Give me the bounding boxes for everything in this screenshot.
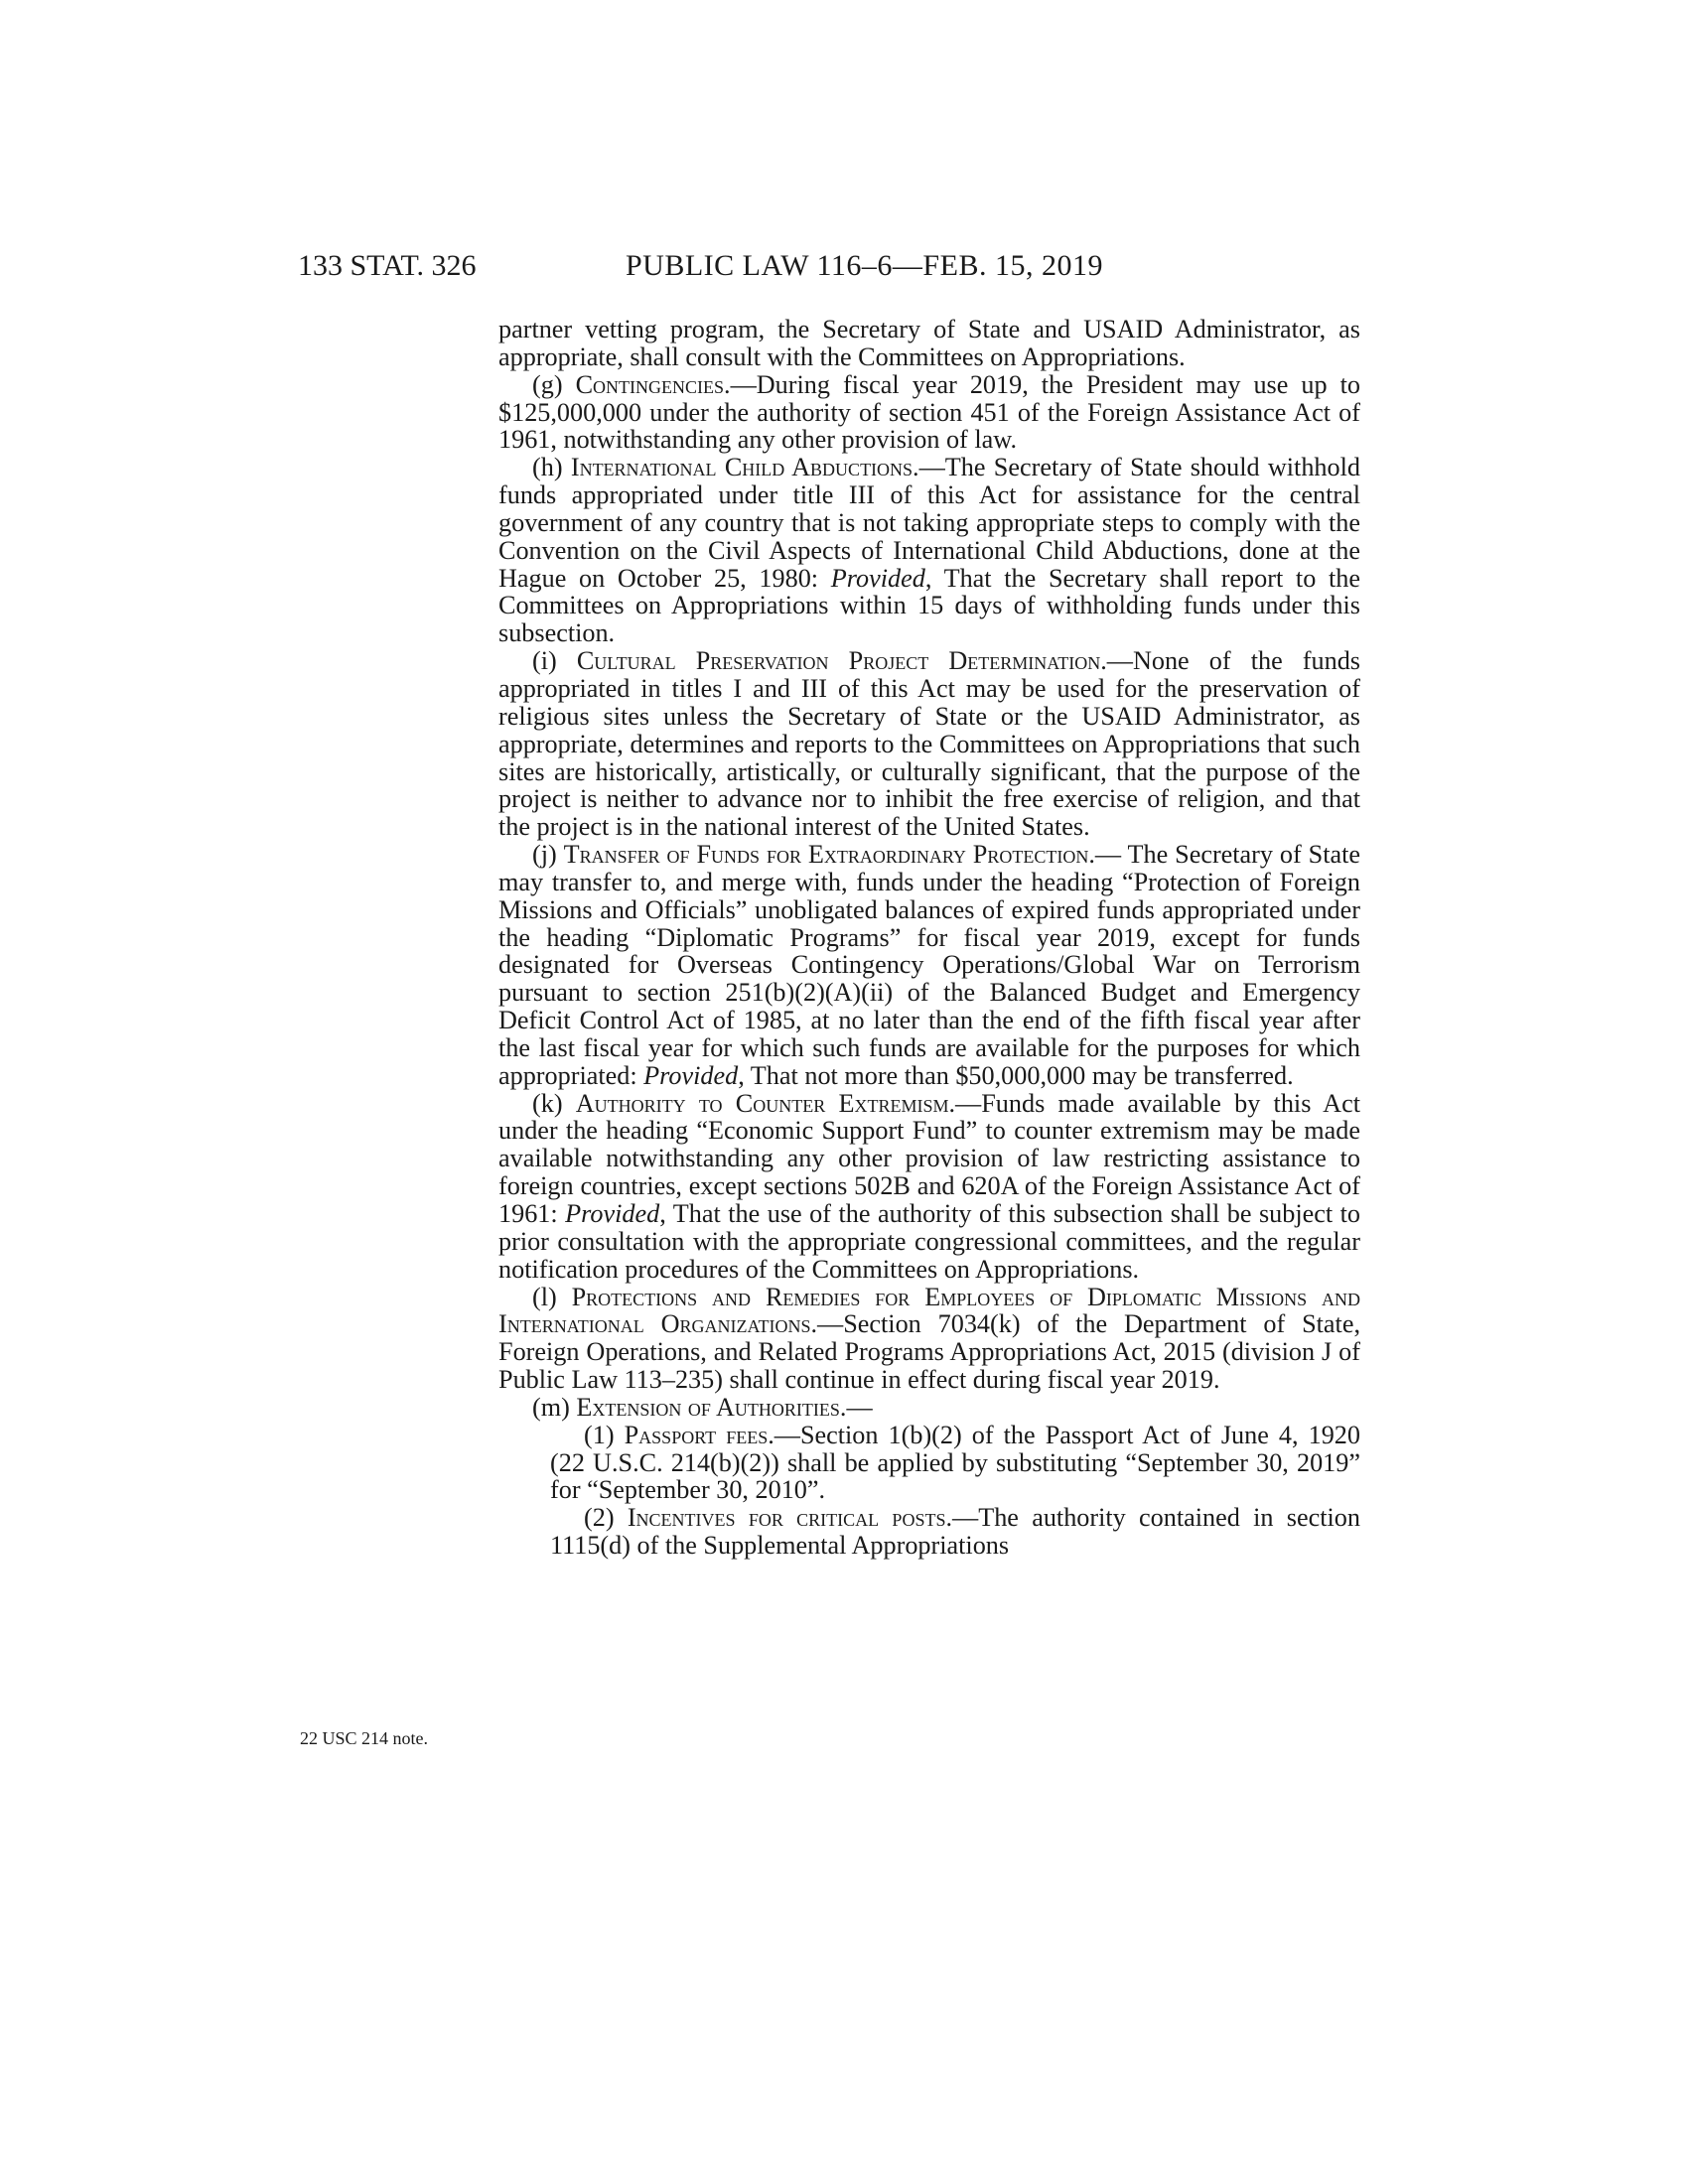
- statute-body: [498, 316, 1360, 1560]
- subsection-g: [498, 371, 1360, 455]
- subsection-heading: Cultural Preservation Project Determination.: [576, 646, 1107, 676]
- subsection-k: [498, 1090, 1360, 1284]
- subsection-text: —: [846, 1392, 873, 1422]
- subsection-text: — The Secretary of State may transfer to, and merge with, funds under the heading “Protection of Foreign Missions and Officials” unobligated balances of expired funds appropriated under the heading “Diplomatic Programs” for fiscal year 2019, except for funds designated for Overseas Contingency Operations/Global War on Terrorism pursuant to section 251(b)(2)(A)(ii) of the Balanced Budget and Emergency Deficit Control Act of 1985, at no later than the end of the fifth fiscal year after the last fiscal year for which such funds are available for the purposes for which appropriated:: [498, 840, 1360, 1090]
- subsection-label: (g): [532, 369, 576, 399]
- subsection-heading: Protections and Remedies for Employees of Diplomatic Missions and International Organizations.: [498, 1282, 1360, 1339]
- subsection-h: [498, 454, 1360, 647]
- subsection-heading: Transfer of Funds for Extraordinary Protection.: [563, 840, 1095, 870]
- paragraph-m-2: [498, 1504, 1360, 1560]
- running-head-law-title: PUBLIC LAW 116–6—FEB. 15, 2019: [626, 249, 1103, 282]
- subsection-label: (h): [532, 453, 571, 482]
- subsection-label: (k): [532, 1088, 576, 1118]
- subsection-text-continued: , That not more than $50,000,000 may be transferred.: [738, 1060, 1294, 1090]
- paragraph-heading: Passport fees.: [624, 1420, 774, 1449]
- subsection-heading: Authority to Counter Extremism.: [575, 1088, 956, 1118]
- subsection-m: [498, 1394, 1360, 1422]
- subsection-heading: International Child Abductions.: [570, 453, 919, 482]
- page-header: [0, 246, 1688, 286]
- provided-italic: Provided: [830, 563, 925, 593]
- subsection-text: —The Secretary of State should withhold funds appropriated under title III of this Act for assistance for the central government of any country that is not taking appropriate steps to comply with the Convention on the Civil Aspects of International Child Abductions, done at the Hague on October 25, 1980:: [498, 453, 1360, 593]
- subsection-text: —Funds made available by this Act under the heading “Economic Support Fund” to counter extremism may be made available notwithstanding any other provision of law restricting assistance to foreign countries, except sections 502B and 620A of the Foreign Assistance Act of 1961:: [498, 1088, 1360, 1228]
- subsection-label: (i): [532, 646, 577, 676]
- paragraph-label: (2): [584, 1503, 628, 1533]
- paragraph-text: —The authority contained in section 1115(d) of the Supplemental Appropriations: [550, 1503, 1360, 1561]
- provided-italic: Provided: [643, 1060, 739, 1090]
- subsection-label: (l): [532, 1282, 572, 1311]
- subsection-text: —During fiscal year 2019, the President may use up to $125,000,000 under the authority of section 451 of the Foreign Assistance Act of 1961, notwithstanding any other provision of law.: [498, 369, 1360, 455]
- paragraph-heading: Incentives for critical posts.: [627, 1503, 953, 1533]
- subsection-label: (j): [532, 840, 564, 870]
- stat-page-reference: 133 STAT. 326: [298, 249, 477, 282]
- subsection-text: —None of the funds appropriated in titles I and III of this Act may be used for the preservation of religious sites unless the Secretary of State or the USAID Administrator, as appropriate, determines and reports to the Committees on Appropriations that such sites are historically, artistically, or culturally significant, that the purpose of the project is neither to advance nor to inhibit the free exercise of religion, and that the project is in the national interest of the United States.: [498, 646, 1360, 842]
- subsection-i: [498, 647, 1360, 841]
- paragraph-label: (1): [584, 1420, 625, 1449]
- paragraph-text: —Section 1(b)(2) of the Passport Act of June 4, 1920 (22 U.S.C. 214(b)(2)) shall be applied by substituting “September 30, 2019” for “September 30, 2010”.: [550, 1420, 1360, 1505]
- subsection-heading: Extension of Authorities.: [576, 1392, 847, 1422]
- subsection-label: (m): [532, 1392, 577, 1422]
- subsection-text: —Section 7034(k) of the Department of State, Foreign Operations, and Related Programs Appropriations Act, 2015 (division J of Public Law 113–235) shall continue in effect during fiscal year 2019.: [498, 1309, 1361, 1395]
- subsection-l: [498, 1284, 1360, 1394]
- subsection-heading: Contingencies.: [575, 369, 731, 399]
- subsection-j: [498, 841, 1360, 1090]
- subsection-text-continued: , That the use of the authority of this subsection shall be subject to prior consultation with the appropriate congressional committees, and the regular notification procedures of the Committees on Appropriations.: [498, 1199, 1360, 1284]
- continued-paragraph: partner vetting program, the Secretary of State and USAID Administrator, as appropriate, shall consult with the Committees on Appropriations.: [498, 315, 1360, 371]
- paragraph-m-1: [498, 1422, 1360, 1505]
- provided-italic: Provided: [565, 1199, 660, 1228]
- subsection-text-continued: , That the Secretary shall report to the Committees on Appropriations within 15 days of withholding funds under this subsection.: [498, 563, 1360, 648]
- margin-note-citation: 22 USC 214 note.: [300, 1728, 429, 1748]
